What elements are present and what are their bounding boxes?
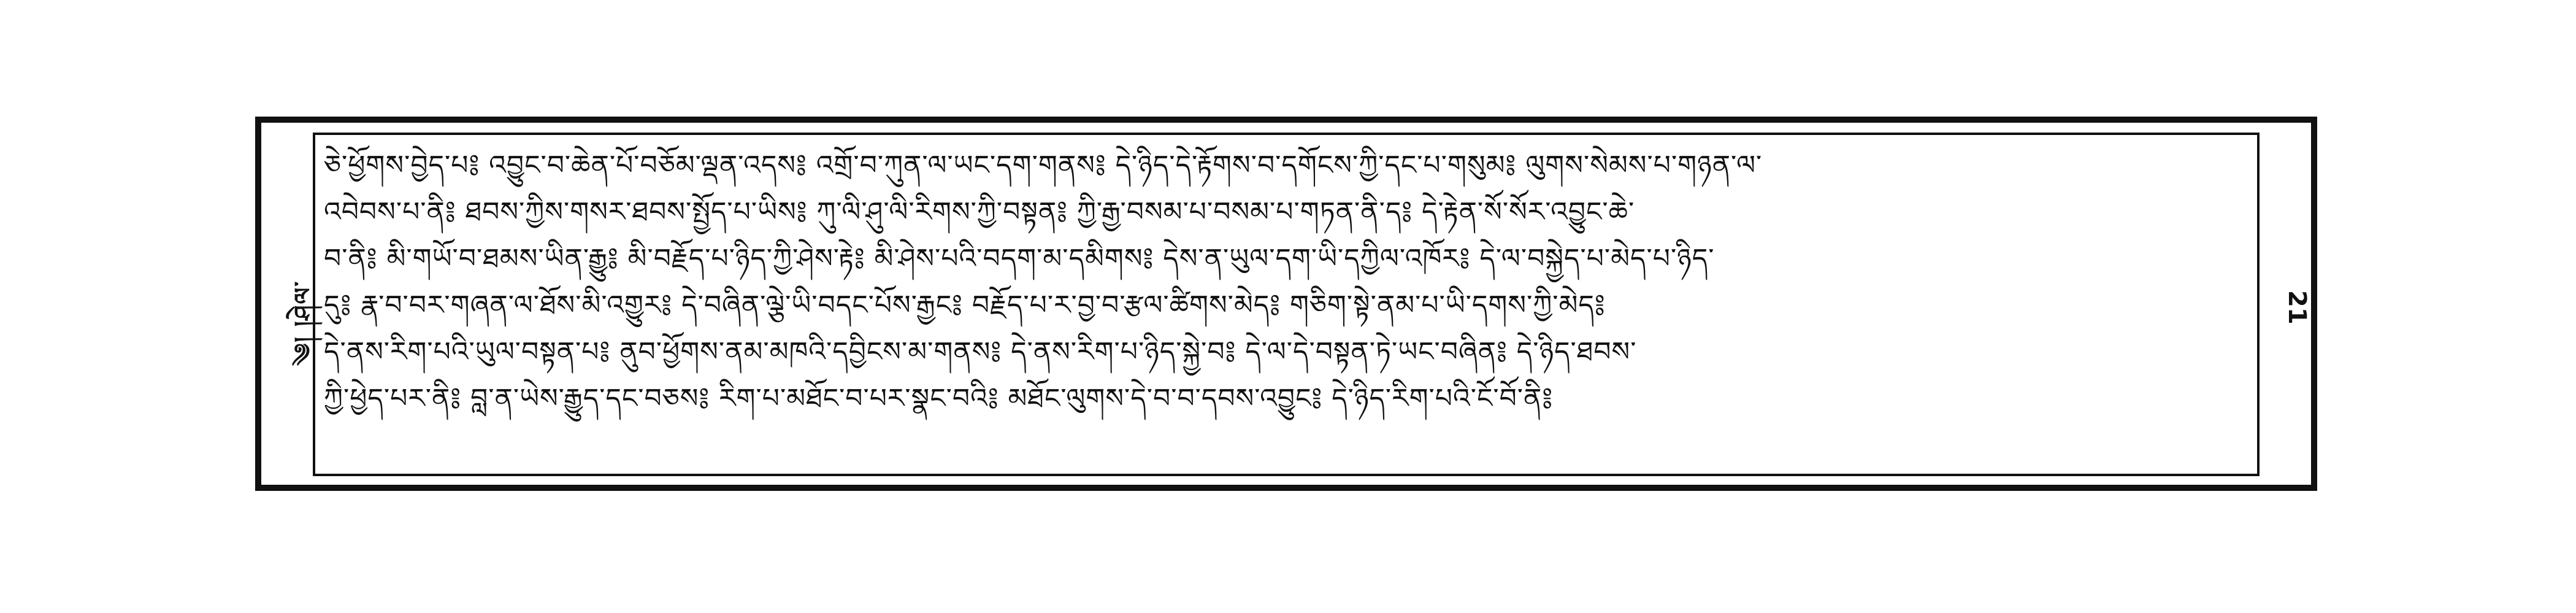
margin-label: ༄། །ཤེལ་ <box>289 280 316 366</box>
text-line-4: དུ༔ རྣ་བ་བར་གཞན་ལ་ཐོས་མི་འགྱུར༔ དེ་བཞིན་ལྕེ་ཡི་བདང་པོས་རྒྱང༔ བརྗོད་པ་ར་བྱ་བ་རྩལ་ཚིགས་མེད༔ གཅིག་སྟེ་ནམ་པ་ཡི་དགས་ཀྱི་མེད༔ <box>324 290 1606 321</box>
text-line-1: ཅེ་ཕྱོགས་བྱེད་པ༔ འབྱུང་བ་ཆེན་པོ་བཅོམ་ལྡན་འདས༔ འགྲོ་བ་ཀུན་ལ་ཡང་དག་གནས༔ དེ་ཉིད་དེ་རྟོགས་བ་དགོངས་ཀྱི་དང་པ་གསུམ༔ ལུགས་སེམས་པ་གཉན་ལ་ <box>324 150 1763 181</box>
page-number: 21 <box>2283 290 2311 325</box>
text-line-6: ཀྱི་ཕྱེད་པར་ནི༔ བླ་ན་ཡེས་རྒྱུད་དང་བཅས༔ རིག་པ་མཐོང་བ་པར་སྣང་བའི༔ མཐོང་ལུགས་དེ་བ་བ་དབས་འབྱུང༔ དེ་ཉིད་རིག་པའི་ངོ་བོ་ནི༔ <box>324 383 1554 414</box>
text-line-2: འབེབས་པ་ནི༔ ཐབས་ཀྱིས་གསར་ཐབས་སྤྱོད་པ་ཡིས༔ ཀུ་ལི་ཤུ་ལི་རིགས་ཀྱི་བསྟན༔ ཀྱི་རྒྱ་བསམ་པ་བསམ་པ་གཏན་ནི་ད༔ དེ་རྟེན་སོ་སོར་འབྱུང་ཆེ་ <box>324 196 1635 228</box>
text-block <box>324 142 2250 468</box>
text-line-3: བ་ནི༔ མི་གཡོ་བ་ཐམས་ཡིན་རྒྱུ༔ མི་བརྗོད་པ་ཉིད་ཀྱི་ཤེས་རྟེ༔ མི་ཤེས་པའི་བདག་མ་དམིགས༔ དེས་ན་ཡུལ་དག་ཡི་དཀྱིལ་འཁོར༔ དེ་ལ་བསྐྱེད་པ་མེད་པ་ཉིད་ <box>324 243 1715 274</box>
text-line-5: དེ་ནས་རིག་པའི་ཡུལ་བསྟན་པ༔ ནུབ་ཕྱོགས་ནམ་མཁའི་དབྱིངས་མ་གནས༔ དེ་ནས་རིག་པ་ཉིད་སྐྱེ་བ༔ དེ་ལ་དེ་བསྟན་ཏེ་ཡང་བཞིན༔ དེ་ཉིད་ཐབས་ <box>324 336 1637 368</box>
right-margin <box>2262 133 2311 476</box>
left-margin <box>270 133 316 476</box>
